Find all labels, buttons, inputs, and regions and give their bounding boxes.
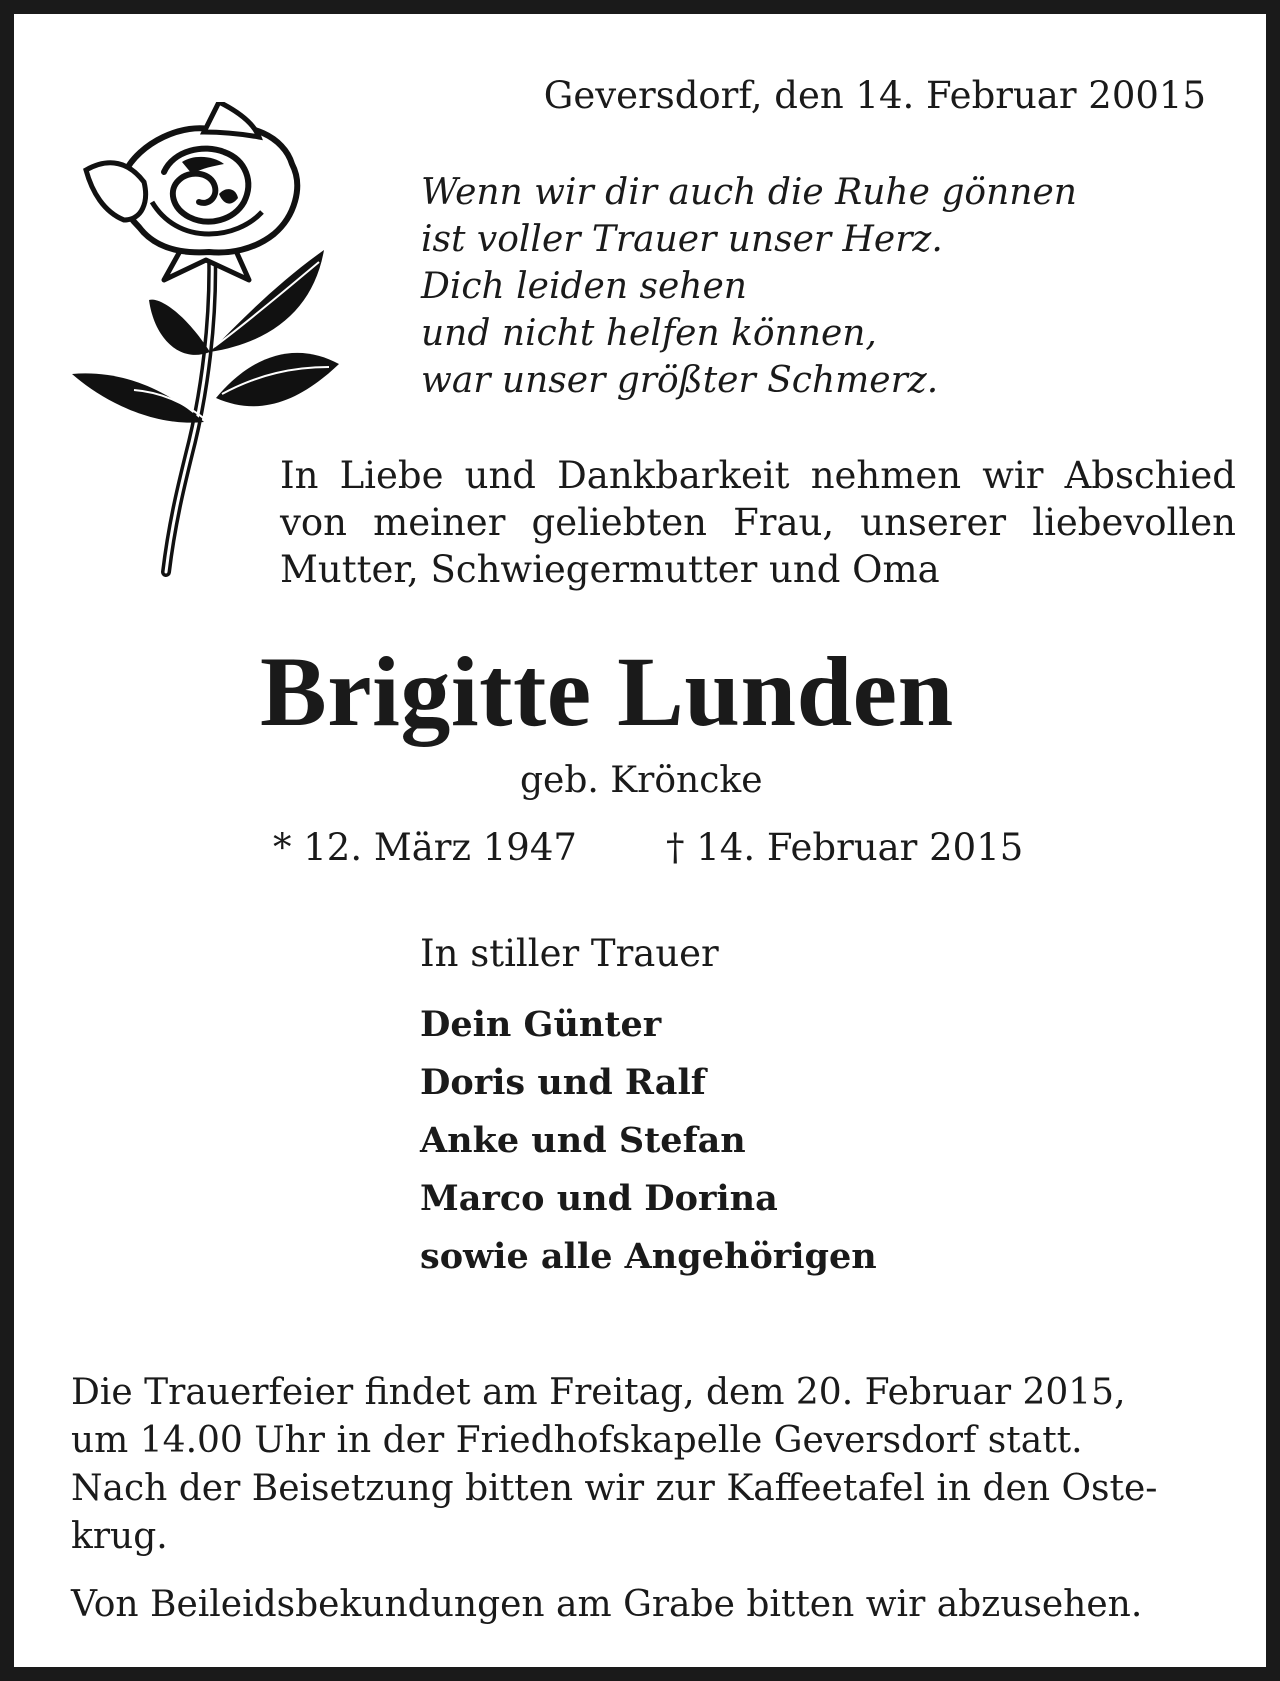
service-line: krug. [71, 1516, 168, 1557]
service-info [71, 1369, 1234, 1561]
maiden-name: geb. Kröncke [520, 760, 763, 801]
farewell-intro [280, 452, 1236, 593]
place-date: Geversdorf, den 14. Februar 20015 [543, 74, 1206, 117]
mourner-name: Dein Günter [420, 1004, 662, 1045]
service-line: Nach der Beisetzung bitten wir zur Kaffeetafel in den Oste- [71, 1468, 1158, 1509]
mourners-list [420, 996, 877, 1286]
service-line: Die Trauerfeier findet am Freitag, dem 20. Februar 2015, [71, 1372, 1126, 1413]
poem [421, 169, 1077, 404]
poem-line: Dich leiden sehen [421, 266, 747, 307]
death-date: † 14. Februar 2015 [666, 826, 1024, 869]
mourning-heading: In stiller Trauer [420, 932, 719, 975]
intro-line: Mutter, Schwiegermutter und Oma [280, 548, 940, 591]
condolence-note: Von Beileidsbekundungen am Grabe bitten wir abzusehen. [71, 1584, 1143, 1625]
poem-line: Wenn wir dir auch die Ruhe gönnen [421, 172, 1077, 213]
mourner-name: Marco und Dorina [420, 1178, 778, 1219]
mourner-name: sowie alle Angehörigen [420, 1236, 877, 1277]
poem-line: und nicht helfen können, [421, 313, 877, 354]
poem-line: war unser größter Schmerz. [421, 360, 939, 401]
service-line: um 14.00 Uhr in der Friedhofskapelle Geversdorf statt. [71, 1420, 1083, 1461]
poem-line: ist voller Trauer unser Herz. [421, 219, 943, 260]
birth-date: * 12. März 1947 [273, 826, 577, 869]
mourner-name: Anke und Stefan [420, 1120, 746, 1161]
deceased-name: Brigitte Lunden [260, 636, 954, 747]
intro-line: In Liebe und Dankbarkeit nehmen wir Abschied [280, 454, 1236, 497]
intro-line: von meiner geliebten Frau, unserer liebevollen [280, 501, 1236, 544]
mourner-name: Doris und Ralf [420, 1062, 706, 1103]
